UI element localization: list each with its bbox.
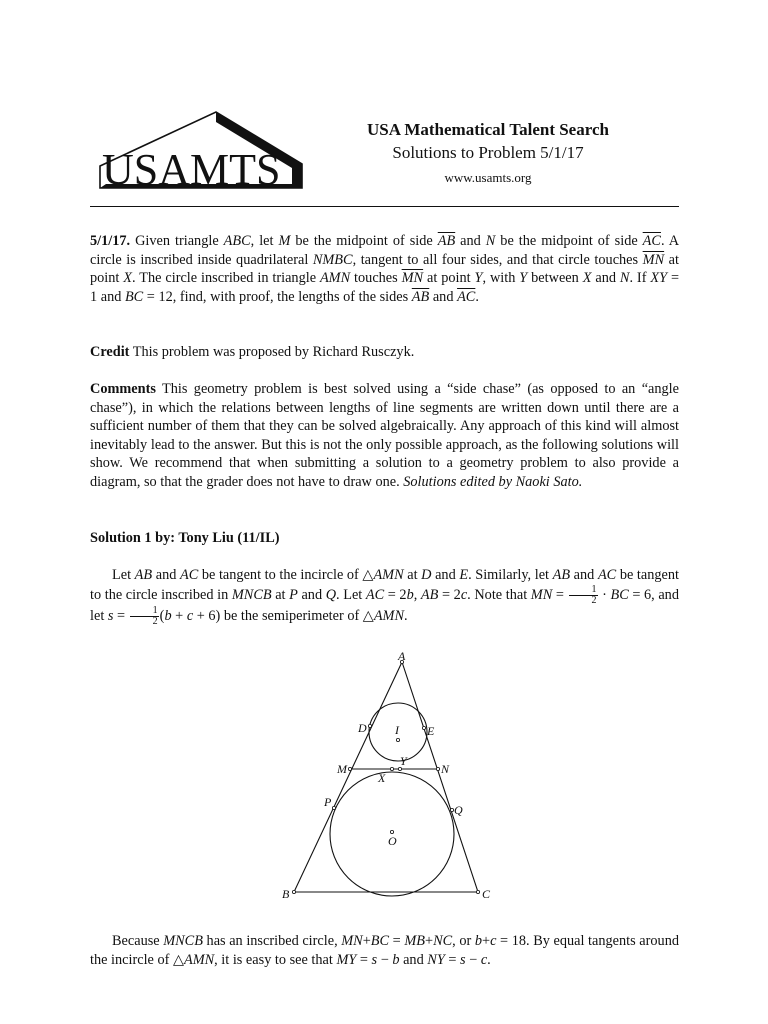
- editor-note: Solutions edited by Naoki Sato.: [403, 473, 583, 490]
- header-subtitle: Solutions to Problem 5/1/17: [392, 143, 584, 162]
- label-n: N: [441, 762, 450, 776]
- credit-label: Credit: [90, 344, 130, 360]
- side-ab: [294, 662, 402, 892]
- problem-number: 5/1/17.: [90, 233, 131, 249]
- label-q: Q: [454, 803, 463, 817]
- side-ac: [402, 662, 478, 892]
- label-a: A: [398, 649, 406, 663]
- comments-paragraph: Comments This geometry problem is best solved using a “side chase” (as opposed to an “angle chase”), in which the relations between lengths of line segments are written down until there are a sufficient number of them that they can be solved algebraically. Any approach of this kind will almost inevitably lead to the answer. But this is not the only possible approach, as the following solutions will show. We recommend that when submitting a solution to a geometry problem to also provide a diagram, so that the grader does not have to draw one. Solutions edited by Naoki Sato.: [90, 381, 679, 490]
- label-b: B: [282, 887, 290, 901]
- credit-paragraph: Credit This problem was proposed by Richard Rusczyk.: [90, 344, 415, 360]
- solution-heading: Solution 1 by: Tony Liu (11/IL): [90, 530, 280, 546]
- fraction-one-half-1: $\frac{1}{2}$: [569, 585, 598, 606]
- label-e: E: [427, 724, 435, 738]
- label-d: D: [358, 721, 367, 735]
- label-p: P: [324, 795, 332, 809]
- header-rule: [90, 206, 679, 207]
- solution-paragraph-2: Because MNCB has an inscribed circle, MN+BC = MB+NC, or b+c = 18. By equal tangents around the incircle of △AMN, it is easy to see that MY = s − b and NY = s − c.: [90, 933, 679, 968]
- usamts-logo: [96, 108, 306, 192]
- comments-label: Comments: [90, 381, 156, 397]
- label-x: X: [378, 771, 386, 785]
- label-i: I: [395, 723, 399, 737]
- logo-text: USAMTS: [102, 145, 281, 192]
- label-y: Y: [400, 754, 407, 768]
- fraction-one-half-2: $\frac{1}{2}$: [130, 606, 159, 627]
- label-m: M: [337, 762, 347, 776]
- geometry-figure: [270, 648, 510, 904]
- header-title: USA Mathematical Talent Search: [367, 120, 609, 139]
- label-o: O: [388, 834, 397, 848]
- header-url: www.usamts.org: [444, 170, 532, 185]
- label-c: C: [482, 887, 491, 901]
- solution-paragraph-1: Let AB and AC be tangent to the incircle of △AMN at D and E. Similarly, let AB and AC be tangent to the circle inscribed in MNCB at P and Q. Let AC = 2b, AB = 2c. Note that MN = $\frac{1}{2}$ · BC = 6, and let s = $\frac{1}{2}$ (b + c + 6) be the semiperimeter of △AMN.: [90, 567, 679, 627]
- problem-statement: 5/1/17. Given triangle ABC, let M be the midpoint of side $\overline{AB}$ and N be the midpoint of side $\overline{AC}$. A circle is inscribed inside quadrilateral NMBC, tangent to all four sides, and that circle touches $\overline{MN}$ at point X. The circle inscribed in triangle AMN touches $\overline{MN}$ at point Y, with Y between X and N. If XY = 1 and BC = 12, find, with proof, the lengths of the sides $\overline{AB}$ and $\overline{AC}$.: [90, 233, 680, 305]
